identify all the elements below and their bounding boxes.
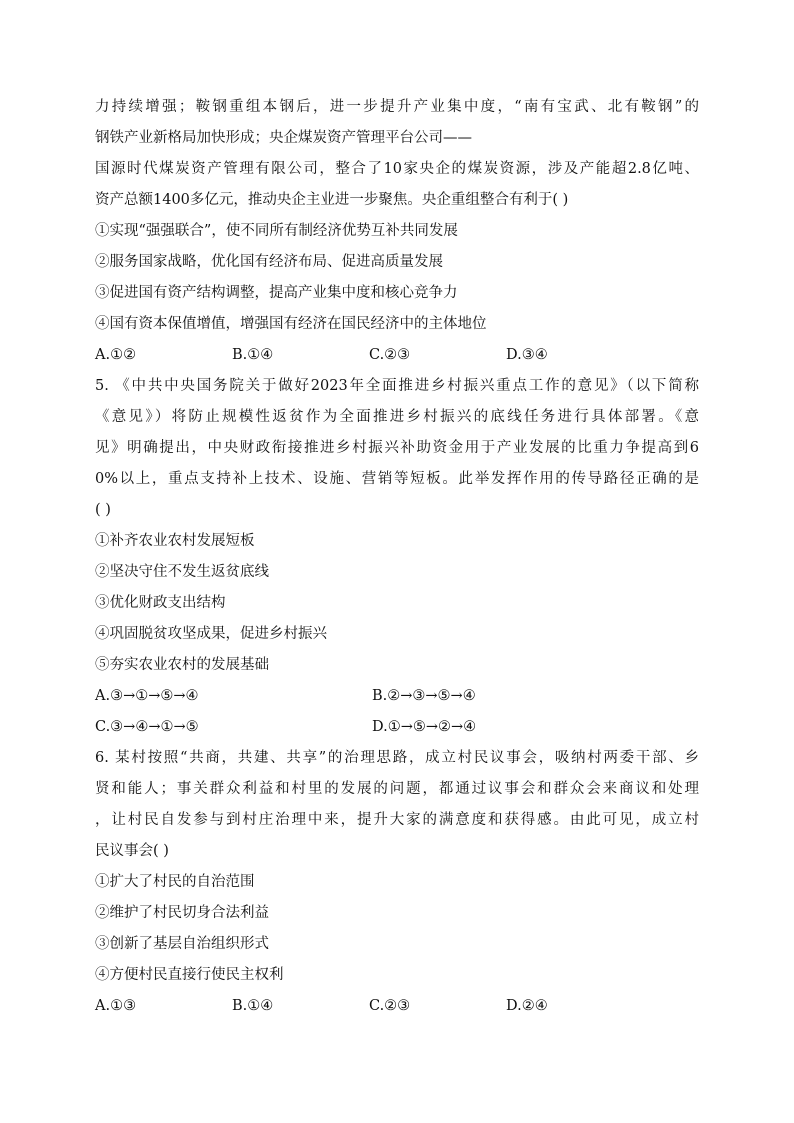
q4-item: ②服务国家战略，优化国有经济布局、促进高质量发展 [95,254,443,270]
q6-item: ②维护了村民切身合法利益 [95,905,269,921]
q5-stem-line: 0%以上，重点支持补上技术、设施、营销等短板。此举发挥作用的传导路径正确的是 [95,471,699,487]
q4-option-b: B.①④ [232,347,274,363]
q4-item: ③促进国有资产结构调整，提高产业集中度和核心竞争力 [95,285,458,301]
question-6 [95,743,699,1022]
q6-option-c: C.②③ [369,998,411,1014]
q5-options-row-2 [95,712,699,743]
q5-item: ②坚决守住不发生返贫底线 [95,564,269,580]
q5-option-c: C.③→④→①→⑤ [95,719,199,735]
q6-option-b: B.①④ [232,998,274,1014]
q6-option-a: A.①③ [95,998,137,1014]
q6-option-d: D.②④ [506,998,548,1014]
q5-stem-line: ( ) [95,502,111,518]
question-4 [95,92,699,371]
q5-option-b: B.②→③→⑤→④ [372,688,476,704]
q4-stem-line: 国源时代煤炭资产管理有限公司，整合了10家央企的煤炭资源，涉及产能超2.8亿吨、 [95,161,699,177]
q6-item: ①扩大了村民的自治范围 [95,874,255,890]
q4-stem-line: 力持续增强；鞍钢重组本钢后，进一步提升产业集中度，“南有宝武、北有鞍钢”的 [95,99,699,115]
q5-item: ③优化财政支出结构 [95,595,226,611]
q4-option-a: A.①② [95,347,137,363]
q5-stem-line: 《意见》）将防止规模性返贫作为全面推进乡村振兴的底线任务进行具体部署。《意 [95,409,699,425]
q6-stem-line: ，让村民自发参与到村庄治理中来，提升大家的满意度和获得感。由此可见，成立村 [95,812,699,828]
q5-option-a: A.③→①→⑤→④ [95,688,199,704]
q6-stem-line: 民议事会( ) [95,843,169,859]
q6-options [95,991,699,1022]
question-5 [95,371,699,743]
q5-stem-line: 见》明确提出，中央财政衔接推进乡村振兴补助资金用于产业发展的比重力争提高到6 [95,440,699,456]
q4-options [95,340,699,371]
q5-item: ④巩固脱贫攻坚成果，促进乡村振兴 [95,626,327,642]
q6-stem-line: 6. 某村按照“共商，共建、共享”的治理思路，成立村民议事会，吸纳村两委干部、乡 [95,750,699,766]
q5-stem-line: 5. 《中共中央国务院关于做好2023年全面推进乡村振兴重点工作的意见》（以下简称 [95,378,699,394]
q4-option-d: D.③④ [506,347,548,363]
q6-item: ④方便村民直接行使民主权利 [95,967,284,983]
q6-item: ③创新了基层自治组织形式 [95,936,269,952]
q5-item: ①补齐农业农村发展短板 [95,533,255,549]
q6-stem-line: 贤和能人；事关群众利益和村里的发展的问题，都通过议事会和群众会来商议和处理 [95,781,699,797]
q4-option-c: C.②③ [369,347,411,363]
q5-options-row-1 [95,681,699,712]
exam-content [95,92,699,1022]
q4-item: ④国有资本保值增值，增强国有经济在国民经济中的主体地位 [95,316,487,332]
q4-stem-line: 资产总额1400多亿元，推动央企主业进一步聚焦。央企重组整合有利于( ) [95,192,569,208]
q4-stem-line: 钢铁产业新格局加快形成；央企煤炭资产管理平台公司—— [95,130,472,146]
q4-item: ①实现“强强联合”，使不同所有制经济优势互补共同发展 [95,223,458,239]
q5-item: ⑤夯实农业农村的发展基础 [95,657,269,673]
q5-option-d: D.①→⑤→②→④ [372,719,477,735]
